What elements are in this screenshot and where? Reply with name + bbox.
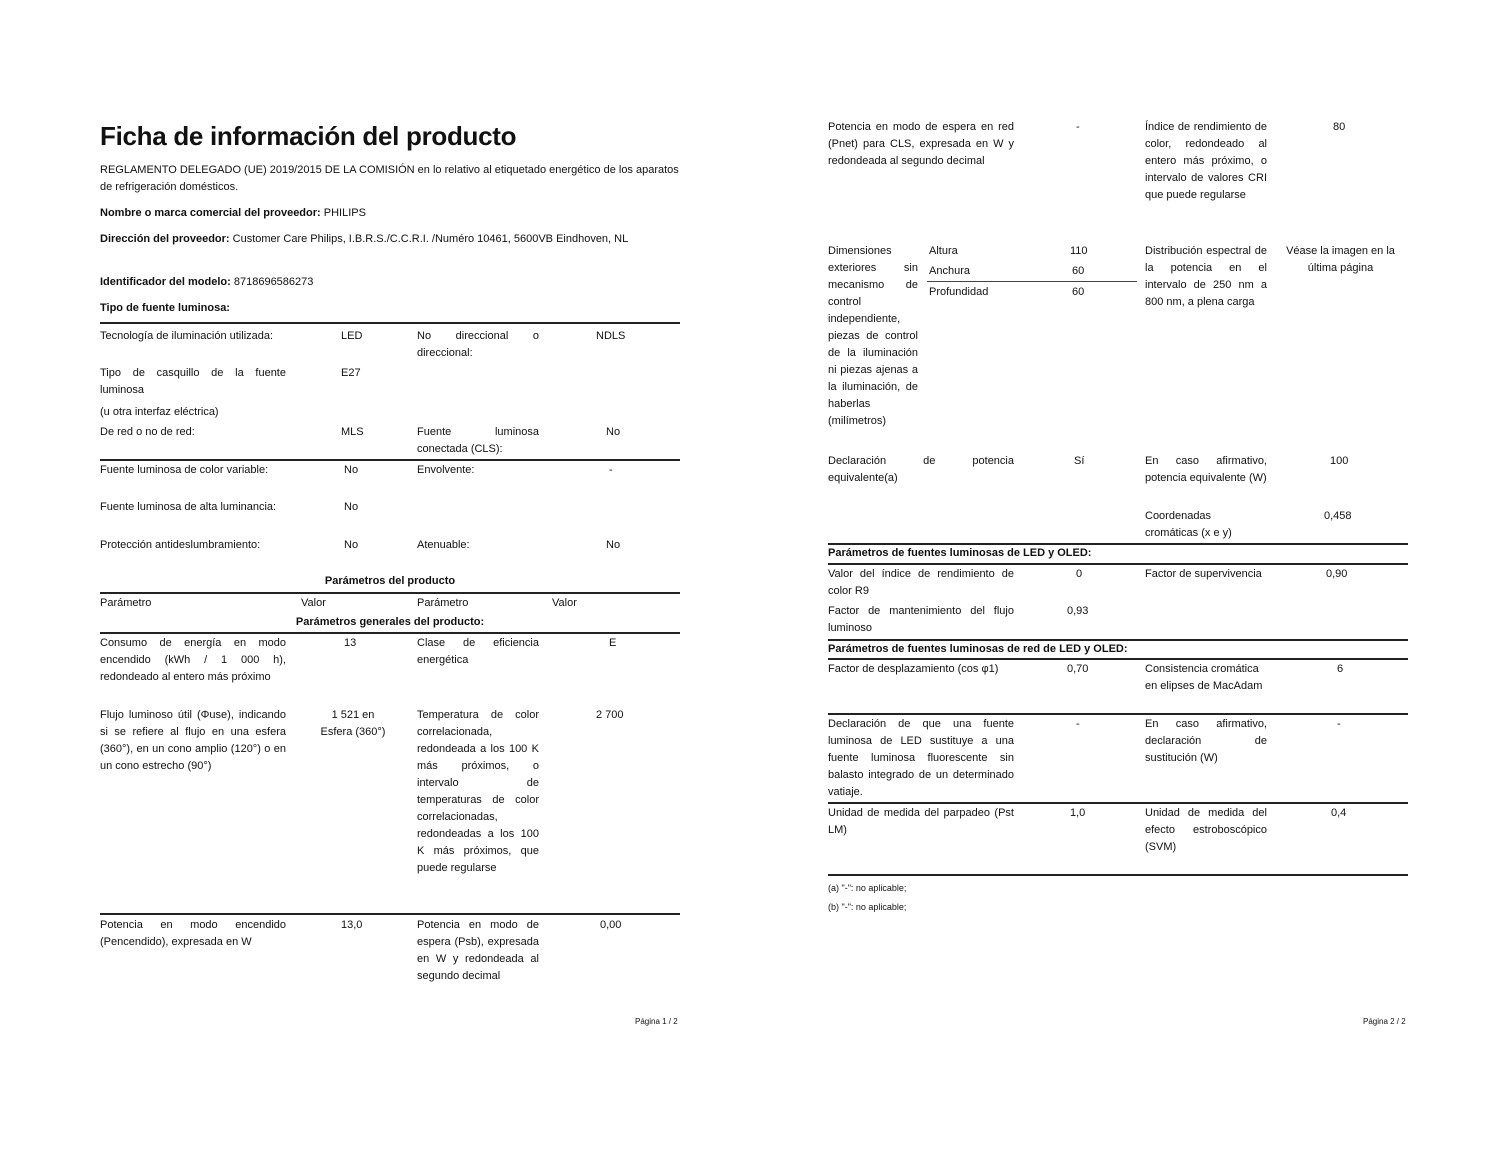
model-line [100,274,313,291]
col-header-param: Parámetro [100,597,152,609]
r9-value: 0 [1076,568,1083,580]
dimmable-value: No [606,539,621,551]
table-rule [100,459,680,461]
mains-led-heading: Parámetros de fuentes luminosas de red de LED y OLED: [828,643,1128,655]
dimmable-label: Atenuable: [417,539,470,551]
led-params-heading: Parámetros de fuentes luminosas de LED y OLED: [828,547,1092,559]
mains-value: MLS [341,426,364,438]
supplier-value: PHILIPS [323,207,366,219]
flux-label: Flujo luminoso útil (Φuse), indicando si se refiere al flujo en una esfera (360°), en un cono amplio (120°) o en un cono estrecho (90°) [100,709,286,772]
regulation-text: REGLAMENTO DELEGADO (UE) 2019/2015 DE LA COMISIÓN en lo relativo al etiquetado energético de los aparatos de refrigeración domésticos. [100,164,679,193]
spd-label: Distribución espectral de la potencia en el intervalo de 250 nm a 800 nm, a plena carga [1145,245,1267,308]
col-header-value: Valor [301,597,326,609]
power-factor-value: 0,70 [1067,663,1089,675]
cls-value: No [606,426,621,438]
model-value: 8718696586273 [233,276,314,288]
cct-label: Temperatura de color correlacionada, redondeada a los 100 K más próximos, o intervalo de temperaturas de color correlacionadas, redondeadas a los 100 K más próximos, que puede regularse [417,709,539,874]
height-label: Altura [929,245,958,257]
lumen-maint-value: 0,93 [1067,605,1089,617]
depth-value: 60 [1072,286,1085,298]
type-heading: Tipo de fuente luminosa: [100,302,230,314]
survival-label: Factor de supervivencia [1145,568,1262,580]
energy-label: Consumo de energía en modo encendido (kWh / 1 000 h), redondeado al entero más próximo [100,637,286,683]
equivalent-value: Sí [1074,455,1085,467]
table-rule [100,913,680,915]
table-rule [828,658,1408,660]
stroboscopic-value: 0,4 [1331,807,1347,819]
address-label: Dirección del proveedor: [100,233,230,245]
net-standby-value: - [1076,121,1080,133]
macadam-value: 6 [1337,663,1344,675]
address-line [100,231,640,248]
width-value: 60 [1072,265,1085,277]
col-header-value-2: Valor [552,597,577,609]
replacement-w-label: En caso afirmativo, declaración de sustitución (W) [1145,718,1267,764]
standby-value: 0,00 [600,919,622,931]
high-luminance-value: No [344,501,359,513]
flicker-label: Unidad de medida del parpadeo (Pst LM) [828,807,1014,836]
replacement-value: - [1076,718,1080,730]
standby-label: Potencia en modo de espera (Psb), expresada en W y redondeada al segundo decimal [417,919,539,982]
tech-value: LED [341,330,363,342]
footnote-a: (a) "-": no aplicable; [828,883,907,893]
table-rule [828,874,1408,876]
table-rule [100,632,680,634]
net-standby-label: Potencia en modo de espera en red (Pnet) para CLS, expresada en W y redondeada al segundo decimal [828,121,1014,167]
cap-value: E27 [341,367,361,379]
replacement-label: Declaración de que una fuente luminosa de LED sustituye a una fuente luminosa fluorescente sin balasto integrado de un determinado vatiaje. [828,718,1014,798]
dir-label: No direccional o direccional: [417,330,539,359]
power-factor-label: Factor de desplazamiento (cos φ1) [828,663,999,675]
params-heading: Parámetros del producto [324,575,456,587]
height-value: 110 [1070,245,1088,257]
footnote-b: (b) "-": no aplicable; [828,902,907,912]
chroma-label: Coordenadas cromáticas (x e y) [1145,510,1232,539]
survival-value: 0,90 [1326,568,1348,580]
r9-label: Valor del índice de rendimiento de color R9 [828,568,1014,597]
replacement-w-value: - [1337,718,1341,730]
high-luminance-label: Fuente luminosa de alta luminancia: [100,501,277,513]
spd-value: Véase la imagen en la última página [1286,245,1395,274]
dims-rule [927,281,1137,282]
mains-label: De red o no de red: [100,426,195,438]
env-label: Envolvente: [417,464,475,476]
glare-label: Protección antideslumbramiento: [100,539,261,551]
page-number: Página 2 / 2 [1363,1017,1406,1026]
table-rule [828,563,1408,565]
table-rule [828,802,1408,804]
on-power-value: 13,0 [341,919,363,931]
color-value: No [344,464,359,476]
equivalent-power-label: En caso afirmativo, potencia equivalente (W) [1145,455,1267,484]
cri-value: 80 [1333,121,1346,133]
table-rule [828,713,1408,715]
color-label: Fuente luminosa de color variable: [100,464,269,476]
table-rule [100,322,680,324]
cap-label: Tipo de casquillo de la fuente luminosa [100,367,286,396]
dir-value: NDLS [596,330,626,342]
glare-value: No [344,539,359,551]
cap-note: (u otra interfaz eléctrica) [100,406,219,418]
flicker-value: 1,0 [1070,807,1086,819]
depth-label: Profundidad [929,286,989,298]
col-header-param-2: Parámetro [417,597,469,609]
cri-label: Índice de rendimiento de color, redondeado al entero más próximo, o intervalo de valores CRI que puede regularse [1145,121,1267,201]
env-value: - [609,464,613,476]
supplier-label: Nombre o marca comercial del proveedor: [100,207,321,219]
class-label: Clase de eficiencia energética [417,637,539,666]
model-label: Identificador del modelo: [100,276,231,288]
page-title: Ficha de información del producto [100,121,517,151]
lumen-maint-label: Factor de mantenimiento del flujo luminoso [828,605,1014,634]
macadam-label: Consistencia cromática en elipses de MacAdam [1145,663,1263,692]
on-power-label: Potencia en modo encendido (Pencendido), expresada en W [100,919,286,948]
address-value: Customer Care Philips, I.B.R.S./C.C.R.I. /Numéro 10461, 5600VB Eindhoven, NL [232,233,629,245]
general-params-heading: Parámetros generales del producto: [295,616,485,628]
table-rule [100,592,680,594]
cct-value: 2 700 [596,709,624,721]
dims-label: Dimensiones exteriores sin mecanismo de control independiente, piezas de control de la iluminación ni piezas ajenas a la iluminación, de haberlas (milímetros) [828,245,918,427]
equivalent-power-value: 100 [1330,455,1349,467]
cls-label: Fuente luminosa conectada (CLS): [417,426,539,455]
page-number: Página 1 / 2 [635,1017,678,1026]
supplier-line [100,205,366,222]
tech-label: Tecnología de iluminación utilizada: [100,330,274,342]
energy-value: 13 [344,637,357,649]
equivalent-label [828,453,1014,487]
chroma-value: 0,458 [1324,510,1352,522]
class-value: E [609,637,617,649]
flux-value: 1 521 en Esfera (360°) [320,709,386,738]
width-label: Anchura [929,265,970,277]
equivalent-label-text: Declaración de potencia equivalente(a) [828,455,1014,484]
stroboscopic-label: Unidad de medida del efecto estroboscópico (SVM) [1145,807,1267,853]
